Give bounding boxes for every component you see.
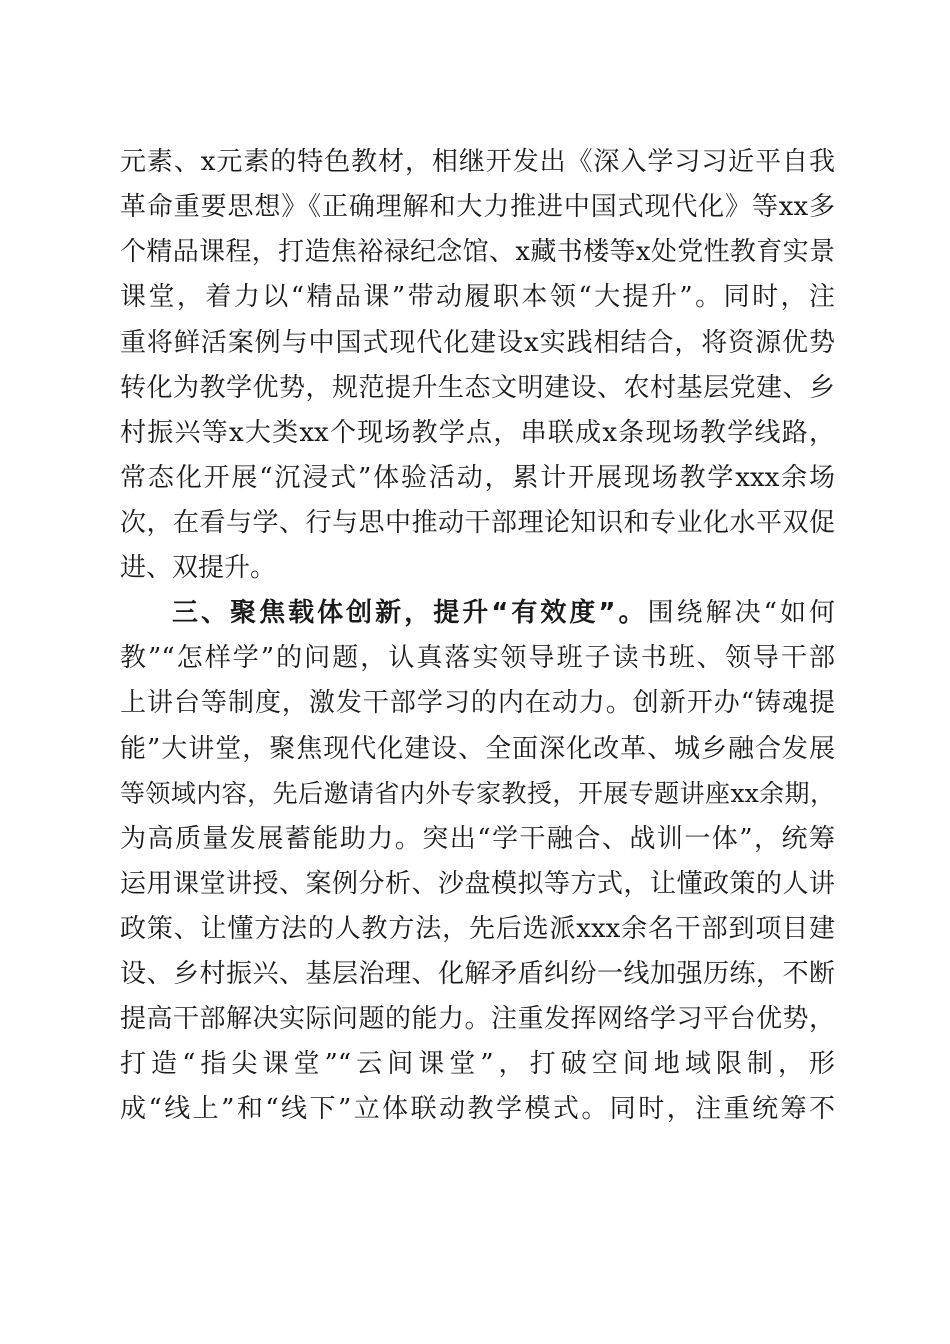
section-heading-rest: 围绕解决“如何 [647, 598, 835, 628]
paragraph-line: 为高质量发展蓄能助力。突出“学干融合、战训一体”，统筹 [120, 824, 835, 854]
paragraph-line: 村振兴等x大类xx个现场教学点，串联成x条现场教学线路， [120, 418, 835, 448]
paragraph-line: 提高干部解决实际问题的能力。注重发挥网络学习平台优势， [120, 1004, 835, 1034]
paragraph-line: 个精品课程，打造焦裕禄纪念馆、x藏书楼等x处党性教育实景 [120, 237, 835, 267]
paragraph-line: 能”大讲堂，聚焦现代化建设、全面深化改革、城乡融合发展 [120, 734, 835, 764]
paragraph-line: 转化为教学优势，规范提升生态文明建设、农村基层党建、乡 [120, 373, 835, 403]
section-heading-line [172, 590, 835, 636]
paragraph-line: 设、乡村振兴、基层治理、化解矛盾纠纷一线加强历练，不断 [120, 959, 835, 989]
paragraph-line: 上讲台等制度，激发干部学习的内在动力。创新开办“铸魂提 [120, 688, 835, 718]
paragraph-line: 等领域内容，先后邀请省内外专家教授，开展专题讲座xx余期， [120, 779, 835, 808]
paragraph-line: 打造“指尖课堂”“云间课堂”，打破空间地域限制，形 [120, 1049, 835, 1079]
paragraph-line: 运用课堂讲授、案例分析、沙盘模拟等方式，让懂政策的人讲 [120, 869, 835, 899]
paragraph-line: 次，在看与学、行与思中推动干部理论知识和专业化水平双促 [120, 508, 835, 538]
paragraph-line: 教”“怎样学”的问题，认真落实领导班子读书班、领导干部 [120, 643, 835, 673]
paragraph-line: 重将鲜活案例与中国式现代化建设x实践相结合，将资源优势 [120, 328, 835, 358]
paragraph-line: 常态化开展“沉浸式”体验活动，累计开展现场教学xxx余场 [120, 463, 835, 493]
paragraph-line: 革命重要思想》《正确理解和大力推进中国式现代化》等xx多 [120, 192, 835, 222]
paragraph-line: 课堂，着力以“精品课”带动履职本领“大提升”。同时，注 [120, 282, 835, 312]
paragraph-line: 成“线上”和“线下”立体联动教学模式。同时，注重统筹不 [120, 1094, 835, 1124]
paragraph-line: 政策、让懂方法的人教方法，先后选派xxx余名干部到项目建 [120, 914, 835, 944]
paragraph-line: 进、双提升。 [120, 553, 277, 583]
paragraph-line: 元素、x元素的特色教材，相继开发出《深入学习习近平自我 [120, 147, 835, 177]
section-heading: 三、聚焦载体创新，提升“有效度”。 [172, 598, 648, 628]
